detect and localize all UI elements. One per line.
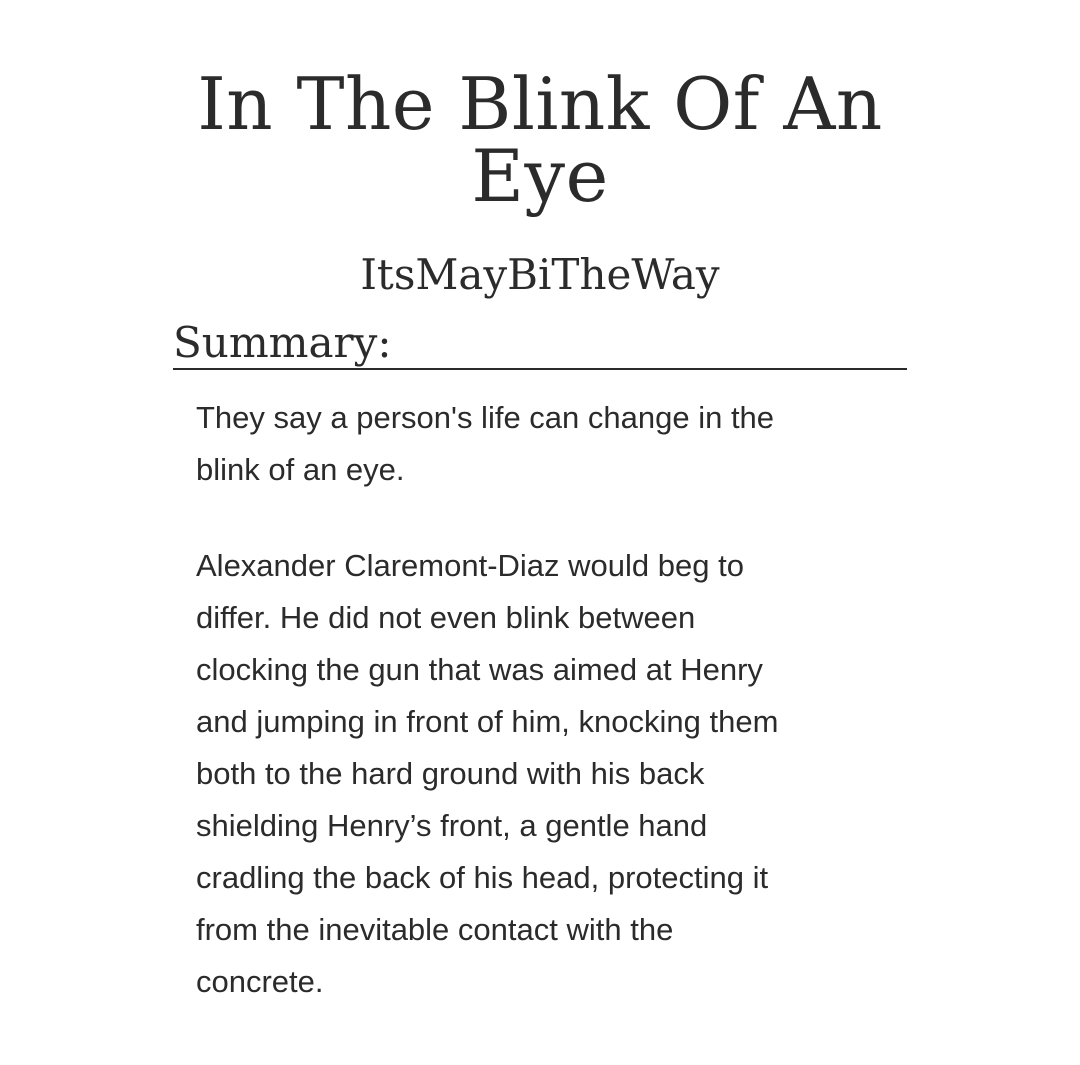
summary-heading: Summary: <box>173 318 907 370</box>
summary-body <box>196 392 876 1008</box>
work-title-line-2: Eye <box>471 134 609 218</box>
work-title <box>120 62 960 218</box>
summary-paragraph-2: Alexander Claremont-Diaz would beg to differ. He did not even blink between clocking the gun that was aimed at Henry and jumping in front of him, knocking them both to the hard ground with his back shielding Henry’s front, a gentle hand cradling the back of his head, protecting it from the inevitable contact with the concrete. <box>196 548 779 999</box>
summary-paragraph-1: They say a person's life can change in the blink of an eye. <box>196 400 775 487</box>
work-title-line-1: In The Blink Of An <box>197 62 883 146</box>
author-name[interactable]: ItsMayBiTheWay <box>360 250 720 299</box>
